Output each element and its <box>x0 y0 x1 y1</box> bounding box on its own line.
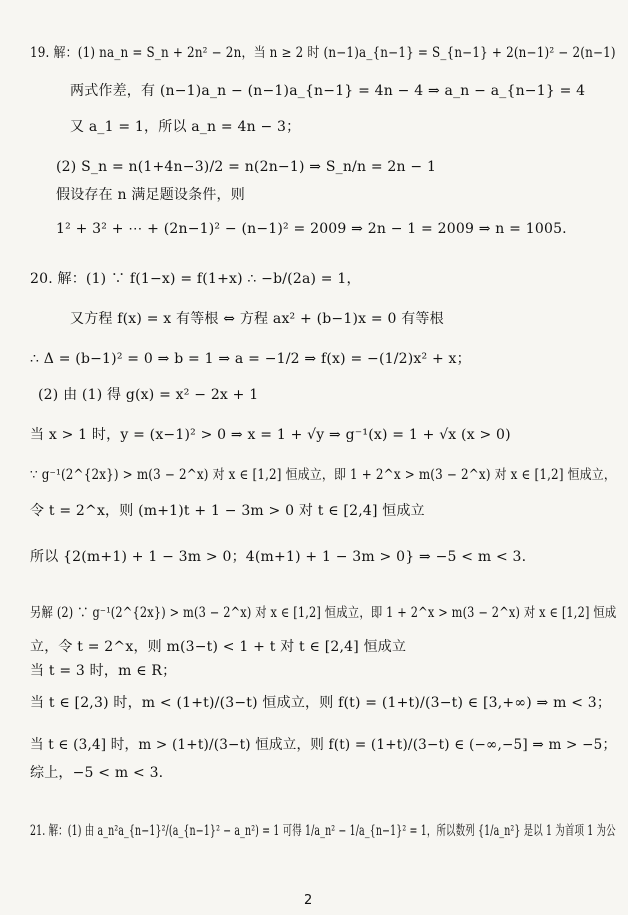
text-line: 当 t ∈ (3,4] 时，m > (1+t)/(3−t) 恒成立，则 f(t) = (1+t)/(3−t) ∈ (−∞,−5] ⇒ m > −5； <box>30 737 617 753</box>
text-line: 另解 (2) ∵ g⁻¹(2^{2x}) > m(3 − 2^x) 对 x ∈ [1,2] 恒成立，即 1 + 2^x > m(3 − 2^x) 对 x ∈ [1,2] 恒成 <box>30 605 617 621</box>
text-line: 假设存在 n 满足题设条件，则 <box>56 187 245 203</box>
text-line: (2) S_n = n(1+4n−3)/2 = n(2n−1) ⇒ S_n/n = 2n − 1 <box>56 159 437 175</box>
text-line: 令 t = 2^x，则 (m+1)t + 1 − 3m > 0 对 t ∈ [2,4] 恒成立 <box>30 503 425 519</box>
text-line: 立，令 t = 2^x，则 m(3−t) < 1 + t 对 t ∈ [2,4] 恒成立 <box>30 639 407 655</box>
text-line: 又 a_1 = 1，所以 a_n = 4n − 3； <box>70 119 301 135</box>
text-line: 20. 解：(1) ∵ f(1−x) = f(1+x) ∴ −b/(2a) = 1， <box>30 271 361 287</box>
text-line: 19. 解：(1) na_n = S_n + 2n² − 2n，当 n ≥ 2 时 (n−1)a_{n−1} = S_{n−1} + 2(n−1)² − 2(n−1) <box>30 45 616 61</box>
text-line: (2) 由 (1) 得 g(x) = x² − 2x + 1 <box>38 387 259 403</box>
text-line: 1² + 3² + ⋯ + (2n−1)² − (n−1)² = 2009 ⇒ 2n − 1 = 2009 ⇒ n = 1005. <box>56 221 567 237</box>
text-line: 综上，−5 < m < 3. <box>30 765 164 781</box>
text-line: 又方程 f(x) = x 有等根 ⇔ 方程 ax² + (b−1)x = 0 有等根 <box>70 311 444 327</box>
text-line: 当 t = 3 时，m ∈ R； <box>30 663 177 679</box>
page-number: 2 <box>304 893 313 908</box>
text-line: ∵ g⁻¹(2^{2x}) > m(3 − 2^x) 对 x ∈ [1,2] 恒成立，即 1 + 2^x > m(3 − 2^x) 对 x ∈ [1,2] 恒成立， <box>30 467 617 483</box>
text-line: ∴ Δ = (b−1)² = 0 ⇒ b = 1 ⇒ a = −1/2 ⇒ f(x) = −(1/2)x² + x； <box>30 351 471 367</box>
text-line: 所以 {2(m+1) + 1 − 3m > 0；4(m+1) + 1 − 3m > 0} ⇒ −5 < m < 3. <box>30 549 527 565</box>
text-line: 当 x > 1 时，y = (x−1)² > 0 ⇒ x = 1 + √y ⇒ g⁻¹(x) = 1 + √x (x > 0) <box>30 427 511 443</box>
text-line: 当 t ∈ [2,3) 时，m < (1+t)/(3−t) 恒成立，则 f(t) = (1+t)/(3−t) ∈ [3,+∞) ⇒ m < 3； <box>30 695 612 711</box>
text-line: 21. 解：(1) 由 a_n²a_{n−1}²/(a_{n−1}² − a_n²) = 1 可得 1/a_n² − 1/a_{n−1}² = 1，所以数列 {1/a_n²} 是以 1 为首项 1 为公 <box>30 823 616 839</box>
text-line: 两式作差，有 (n−1)a_n − (n−1)a_{n−1} = 4n − 4 ⇒ a_n − a_{n−1} = 4 <box>70 83 586 99</box>
